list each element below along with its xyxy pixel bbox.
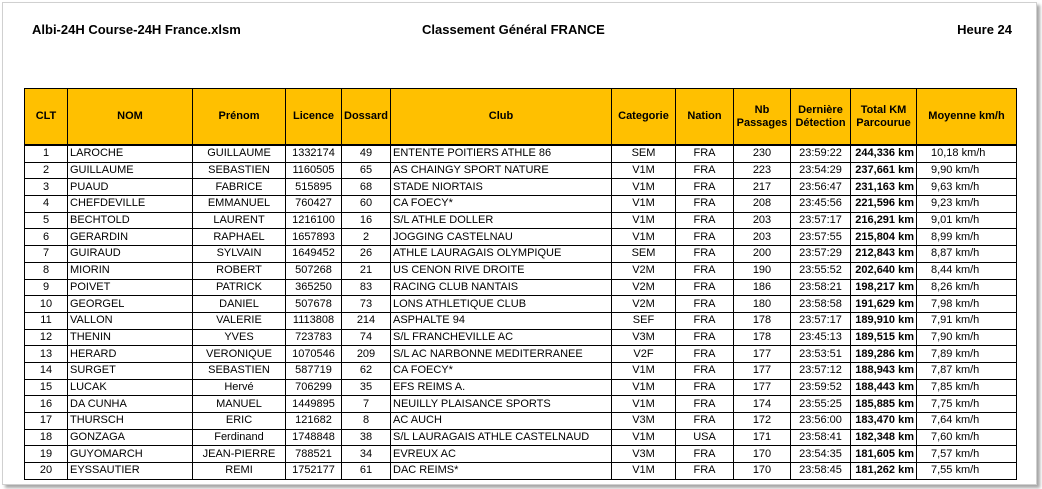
cell-clt: 14 xyxy=(25,362,68,379)
table-row xyxy=(25,279,1017,296)
header-nb-passages: Nb Passages xyxy=(734,89,791,146)
cell-derniere-detection: 23:56:47 xyxy=(791,179,851,196)
cell-licence: 515895 xyxy=(286,179,342,196)
cell-prenom: REMI xyxy=(193,463,286,480)
cell-prenom: LAURENT xyxy=(193,212,286,229)
cell-nb-passages: 177 xyxy=(734,379,791,396)
cell-nb-passages: 230 xyxy=(734,145,791,162)
header-prenom: Prénom xyxy=(193,89,286,146)
cell-moyenne: 9,01 km/h xyxy=(917,212,1017,229)
cell-nom: SURGET xyxy=(68,362,193,379)
cell-derniere-detection: 23:58:58 xyxy=(791,296,851,313)
cell-moyenne: 10,18 km/h xyxy=(917,145,1017,162)
cell-total-km: 181,605 km xyxy=(851,446,917,463)
cell-licence: 121682 xyxy=(286,413,342,430)
cell-total-km: 185,885 km xyxy=(851,396,917,413)
cell-total-km: 216,291 km xyxy=(851,212,917,229)
cell-dossard: 26 xyxy=(342,246,391,263)
cell-dossard: 16 xyxy=(342,212,391,229)
cell-clt: 12 xyxy=(25,329,68,346)
cell-nb-passages: 208 xyxy=(734,196,791,213)
cell-club: S/L LAURAGAIS ATHLE CASTELNAUD xyxy=(391,429,612,446)
cell-nom: BECHTOLD xyxy=(68,212,193,229)
cell-nation: USA xyxy=(676,429,734,446)
cell-club: ATHLE LAURAGAIS OLYMPIQUE xyxy=(391,246,612,263)
cell-prenom: GUILLAUME xyxy=(193,145,286,162)
table-row xyxy=(25,179,1017,196)
cell-prenom: VERONIQUE xyxy=(193,346,286,363)
cell-prenom: SEBASTIEN xyxy=(193,362,286,379)
cell-nb-passages: 172 xyxy=(734,413,791,430)
cell-clt: 7 xyxy=(25,246,68,263)
cell-derniere-detection: 23:57:12 xyxy=(791,362,851,379)
cell-nom: MIORIN xyxy=(68,262,193,279)
cell-nom: CHEFDEVILLE xyxy=(68,196,193,213)
cell-nb-passages: 174 xyxy=(734,396,791,413)
cell-nom: DA CUNHA xyxy=(68,396,193,413)
table-row xyxy=(25,379,1017,396)
cell-dossard: 60 xyxy=(342,196,391,213)
cell-prenom: JEAN-PIERRE xyxy=(193,446,286,463)
cell-nom: LUCAK xyxy=(68,379,193,396)
cell-categorie: V1M xyxy=(612,229,676,246)
header-nom: NOM xyxy=(68,89,193,146)
cell-prenom: ERIC xyxy=(193,413,286,430)
cell-total-km: 181,262 km xyxy=(851,463,917,480)
cell-total-km: 215,804 km xyxy=(851,229,917,246)
cell-categorie: V1M xyxy=(612,463,676,480)
cell-clt: 2 xyxy=(25,162,68,179)
cell-licence: 1113808 xyxy=(286,312,342,329)
cell-categorie: V2M xyxy=(612,262,676,279)
cell-club: AC AUCH xyxy=(391,413,612,430)
cell-derniere-detection: 23:53:51 xyxy=(791,346,851,363)
cell-categorie: V2M xyxy=(612,279,676,296)
cell-nation: FRA xyxy=(676,262,734,279)
cell-moyenne: 9,90 km/h xyxy=(917,162,1017,179)
header-moyenne: Moyenne km/h xyxy=(917,89,1017,146)
cell-clt: 3 xyxy=(25,179,68,196)
cell-derniere-detection: 23:57:55 xyxy=(791,229,851,246)
cell-dossard: 7 xyxy=(342,396,391,413)
cell-club: DAC REIMS* xyxy=(391,463,612,480)
cell-licence: 788521 xyxy=(286,446,342,463)
cell-licence: 760427 xyxy=(286,196,342,213)
cell-prenom: SYLVAIN xyxy=(193,246,286,263)
cell-total-km: 188,943 km xyxy=(851,362,917,379)
cell-nation: FRA xyxy=(676,246,734,263)
cell-prenom: RAPHAEL xyxy=(193,229,286,246)
cell-derniere-detection: 23:58:41 xyxy=(791,429,851,446)
cell-moyenne: 7,91 km/h xyxy=(917,312,1017,329)
cell-licence: 587719 xyxy=(286,362,342,379)
cell-derniere-detection: 23:57:17 xyxy=(791,312,851,329)
cell-moyenne: 7,55 km/h xyxy=(917,463,1017,480)
cell-clt: 10 xyxy=(25,296,68,313)
table-row xyxy=(25,396,1017,413)
cell-licence: 723783 xyxy=(286,329,342,346)
cell-categorie: SEM xyxy=(612,145,676,162)
cell-nation: FRA xyxy=(676,396,734,413)
cell-nation: FRA xyxy=(676,179,734,196)
cell-total-km: 237,661 km xyxy=(851,162,917,179)
cell-nation: FRA xyxy=(676,296,734,313)
cell-licence: 1649452 xyxy=(286,246,342,263)
cell-dossard: 83 xyxy=(342,279,391,296)
cell-moyenne: 7,90 km/h xyxy=(917,329,1017,346)
header-total-km: Total KM Parcourue xyxy=(851,89,917,146)
cell-dossard: 68 xyxy=(342,179,391,196)
header-licence: Licence xyxy=(286,89,342,146)
cell-prenom: ROBERT xyxy=(193,262,286,279)
header-club: Club xyxy=(391,89,612,146)
cell-clt: 17 xyxy=(25,413,68,430)
cell-moyenne: 7,75 km/h xyxy=(917,396,1017,413)
cell-nom: GERARDIN xyxy=(68,229,193,246)
cell-prenom: DANIEL xyxy=(193,296,286,313)
cell-categorie: V3M xyxy=(612,329,676,346)
cell-nation: FRA xyxy=(676,162,734,179)
cell-nation: FRA xyxy=(676,346,734,363)
cell-club: NEUILLY PLAISANCE SPORTS xyxy=(391,396,612,413)
cell-categorie: V1M xyxy=(612,396,676,413)
cell-clt: 19 xyxy=(25,446,68,463)
cell-nation: FRA xyxy=(676,279,734,296)
cell-moyenne: 7,60 km/h xyxy=(917,429,1017,446)
cell-nb-passages: 203 xyxy=(734,229,791,246)
cell-nb-passages: 177 xyxy=(734,346,791,363)
cell-derniere-detection: 23:54:35 xyxy=(791,446,851,463)
results-table xyxy=(24,88,1017,480)
cell-dossard: 73 xyxy=(342,296,391,313)
header-clt: CLT xyxy=(25,89,68,146)
cell-nb-passages: 200 xyxy=(734,246,791,263)
cell-categorie: V3M xyxy=(612,413,676,430)
cell-moyenne: 9,23 km/h xyxy=(917,196,1017,213)
cell-licence: 1748848 xyxy=(286,429,342,446)
cell-nb-passages: 178 xyxy=(734,329,791,346)
cell-club: S/L ATHLE DOLLER xyxy=(391,212,612,229)
cell-derniere-detection: 23:54:29 xyxy=(791,162,851,179)
cell-dossard: 209 xyxy=(342,346,391,363)
cell-clt: 5 xyxy=(25,212,68,229)
cell-categorie: V1M xyxy=(612,429,676,446)
cell-categorie: V1M xyxy=(612,179,676,196)
cell-categorie: V1M xyxy=(612,196,676,213)
cell-nb-passages: 190 xyxy=(734,262,791,279)
cell-licence: 706299 xyxy=(286,379,342,396)
table-row xyxy=(25,162,1017,179)
cell-nation: FRA xyxy=(676,413,734,430)
cell-moyenne: 7,98 km/h xyxy=(917,296,1017,313)
cell-derniere-detection: 23:59:52 xyxy=(791,379,851,396)
table-row xyxy=(25,446,1017,463)
header-dossard: Dossard xyxy=(342,89,391,146)
table-row xyxy=(25,246,1017,263)
cell-club: AS CHAINGY SPORT NATURE xyxy=(391,162,612,179)
cell-licence: 1216100 xyxy=(286,212,342,229)
cell-clt: 1 xyxy=(25,145,68,162)
cell-nation: FRA xyxy=(676,329,734,346)
table-row xyxy=(25,145,1017,162)
cell-total-km: 188,443 km xyxy=(851,379,917,396)
cell-club: S/L AC NARBONNE MEDITERRANEE xyxy=(391,346,612,363)
cell-nb-passages: 203 xyxy=(734,212,791,229)
cell-prenom: FABRICE xyxy=(193,179,286,196)
cell-nom: LAROCHE xyxy=(68,145,193,162)
cell-derniere-detection: 23:56:00 xyxy=(791,413,851,430)
cell-total-km: 244,336 km xyxy=(851,145,917,162)
table-row xyxy=(25,362,1017,379)
cell-club: ASPHALTE 94 xyxy=(391,312,612,329)
cell-dossard: 35 xyxy=(342,379,391,396)
cell-moyenne: 7,64 km/h xyxy=(917,413,1017,430)
cell-nb-passages: 180 xyxy=(734,296,791,313)
cell-licence: 1332174 xyxy=(286,145,342,162)
cell-clt: 13 xyxy=(25,346,68,363)
cell-moyenne: 8,99 km/h xyxy=(917,229,1017,246)
cell-prenom: EMMANUEL xyxy=(193,196,286,213)
cell-nb-passages: 186 xyxy=(734,279,791,296)
cell-clt: 9 xyxy=(25,279,68,296)
cell-licence: 365250 xyxy=(286,279,342,296)
cell-licence: 1449895 xyxy=(286,396,342,413)
cell-nb-passages: 178 xyxy=(734,312,791,329)
cell-nom: HERARD xyxy=(68,346,193,363)
cell-nation: FRA xyxy=(676,463,734,480)
cell-moyenne: 7,89 km/h xyxy=(917,346,1017,363)
cell-total-km: 189,286 km xyxy=(851,346,917,363)
cell-nom: GONZAGA xyxy=(68,429,193,446)
cell-dossard: 65 xyxy=(342,162,391,179)
table-row xyxy=(25,413,1017,430)
cell-nation: FRA xyxy=(676,446,734,463)
cell-nb-passages: 223 xyxy=(734,162,791,179)
file-name: Albi-24H Course-24H France.xlsm xyxy=(32,22,241,37)
cell-club: US CENON RIVE DROITE xyxy=(391,262,612,279)
cell-dossard: 74 xyxy=(342,329,391,346)
cell-derniere-detection: 23:58:45 xyxy=(791,463,851,480)
header-categorie: Categorie xyxy=(612,89,676,146)
cell-dossard: 49 xyxy=(342,145,391,162)
table-row xyxy=(25,429,1017,446)
table-row xyxy=(25,463,1017,480)
header-nation: Nation xyxy=(676,89,734,146)
cell-licence: 1752177 xyxy=(286,463,342,480)
cell-moyenne: 8,26 km/h xyxy=(917,279,1017,296)
cell-categorie: V2M xyxy=(612,296,676,313)
cell-prenom: YVES xyxy=(193,329,286,346)
cell-nb-passages: 171 xyxy=(734,429,791,446)
table-row xyxy=(25,196,1017,213)
cell-total-km: 182,348 km xyxy=(851,429,917,446)
cell-club: EFS REIMS A. xyxy=(391,379,612,396)
cell-categorie: V2F xyxy=(612,346,676,363)
cell-total-km: 212,843 km xyxy=(851,246,917,263)
cell-derniere-detection: 23:45:13 xyxy=(791,329,851,346)
cell-derniere-detection: 23:59:22 xyxy=(791,145,851,162)
cell-nom: PUAUD xyxy=(68,179,193,196)
cell-clt: 6 xyxy=(25,229,68,246)
cell-total-km: 189,910 km xyxy=(851,312,917,329)
table-row xyxy=(25,312,1017,329)
cell-prenom: PATRICK xyxy=(193,279,286,296)
cell-categorie: V3M xyxy=(612,446,676,463)
table-row xyxy=(25,296,1017,313)
cell-licence: 1657893 xyxy=(286,229,342,246)
cell-total-km: 231,163 km xyxy=(851,179,917,196)
cell-nom: THURSCH xyxy=(68,413,193,430)
table-row xyxy=(25,229,1017,246)
table-body xyxy=(25,145,1017,479)
cell-nom: POIVET xyxy=(68,279,193,296)
cell-nation: FRA xyxy=(676,379,734,396)
cell-licence: 507678 xyxy=(286,296,342,313)
cell-prenom: SEBASTIEN xyxy=(193,162,286,179)
cell-club: JOGGING CASTELNAU xyxy=(391,229,612,246)
table-row xyxy=(25,346,1017,363)
cell-moyenne: 8,44 km/h xyxy=(917,262,1017,279)
cell-clt: 8 xyxy=(25,262,68,279)
cell-moyenne: 9,63 km/h xyxy=(917,179,1017,196)
cell-total-km: 191,629 km xyxy=(851,296,917,313)
cell-prenom: MANUEL xyxy=(193,396,286,413)
cell-total-km: 221,596 km xyxy=(851,196,917,213)
cell-club: LONS ATHLETIQUE CLUB xyxy=(391,296,612,313)
cell-nation: FRA xyxy=(676,312,734,329)
cell-nom: GUYOMARCH xyxy=(68,446,193,463)
cell-nation: FRA xyxy=(676,229,734,246)
cell-derniere-detection: 23:57:17 xyxy=(791,212,851,229)
cell-club: RACING CLUB NANTAIS xyxy=(391,279,612,296)
cell-clt: 16 xyxy=(25,396,68,413)
cell-nb-passages: 170 xyxy=(734,463,791,480)
cell-total-km: 198,217 km xyxy=(851,279,917,296)
table-row xyxy=(25,329,1017,346)
cell-club: CA FOECY* xyxy=(391,362,612,379)
cell-dossard: 38 xyxy=(342,429,391,446)
cell-club: STADE NIORTAIS xyxy=(391,179,612,196)
cell-moyenne: 7,57 km/h xyxy=(917,446,1017,463)
cell-club: ENTENTE POITIERS ATHLE 86 xyxy=(391,145,612,162)
cell-club: S/L FRANCHEVILLE AC xyxy=(391,329,612,346)
page-title: Classement Général FRANCE xyxy=(422,22,605,37)
cell-club: EVREUX AC xyxy=(391,446,612,463)
cell-dossard: 21 xyxy=(342,262,391,279)
cell-derniere-detection: 23:57:29 xyxy=(791,246,851,263)
cell-nation: FRA xyxy=(676,362,734,379)
cell-clt: 18 xyxy=(25,429,68,446)
cell-prenom: Ferdinand xyxy=(193,429,286,446)
cell-total-km: 189,515 km xyxy=(851,329,917,346)
cell-moyenne: 7,85 km/h xyxy=(917,379,1017,396)
cell-clt: 20 xyxy=(25,463,68,480)
cell-licence: 1070546 xyxy=(286,346,342,363)
cell-total-km: 183,470 km xyxy=(851,413,917,430)
cell-dossard: 8 xyxy=(342,413,391,430)
cell-nom: VALLON xyxy=(68,312,193,329)
cell-categorie: V1M xyxy=(612,212,676,229)
cell-licence: 1160505 xyxy=(286,162,342,179)
cell-derniere-detection: 23:55:25 xyxy=(791,396,851,413)
table-header-row xyxy=(25,89,1017,146)
cell-nom: GUIRAUD xyxy=(68,246,193,263)
cell-clt: 15 xyxy=(25,379,68,396)
cell-prenom: Hervé xyxy=(193,379,286,396)
cell-clt: 11 xyxy=(25,312,68,329)
cell-dossard: 61 xyxy=(342,463,391,480)
cell-categorie: V1M xyxy=(612,379,676,396)
cell-categorie: V1M xyxy=(612,362,676,379)
table-row xyxy=(25,212,1017,229)
cell-derniere-detection: 23:55:52 xyxy=(791,262,851,279)
cell-nb-passages: 170 xyxy=(734,446,791,463)
cell-categorie: V1M xyxy=(612,162,676,179)
header-derniere-detection: Dernière Détection xyxy=(791,89,851,146)
cell-nom: EYSSAUTIER xyxy=(68,463,193,480)
cell-nation: FRA xyxy=(676,212,734,229)
cell-derniere-detection: 23:45:56 xyxy=(791,196,851,213)
cell-moyenne: 7,87 km/h xyxy=(917,362,1017,379)
cell-dossard: 2 xyxy=(342,229,391,246)
cell-categorie: SEF xyxy=(612,312,676,329)
cell-categorie: SEM xyxy=(612,246,676,263)
cell-nom: THENIN xyxy=(68,329,193,346)
cell-derniere-detection: 23:58:21 xyxy=(791,279,851,296)
cell-total-km: 202,640 km xyxy=(851,262,917,279)
cell-nb-passages: 217 xyxy=(734,179,791,196)
cell-dossard: 214 xyxy=(342,312,391,329)
cell-dossard: 62 xyxy=(342,362,391,379)
cell-prenom: VALERIE xyxy=(193,312,286,329)
cell-moyenne: 8,87 km/h xyxy=(917,246,1017,263)
cell-clt: 4 xyxy=(25,196,68,213)
cell-nom: GEORGEL xyxy=(68,296,193,313)
cell-club: CA FOECY* xyxy=(391,196,612,213)
cell-nom: GUILLAUME xyxy=(68,162,193,179)
cell-nation: FRA xyxy=(676,145,734,162)
cell-nb-passages: 177 xyxy=(734,362,791,379)
cell-dossard: 34 xyxy=(342,446,391,463)
cell-licence: 507268 xyxy=(286,262,342,279)
cell-nation: FRA xyxy=(676,196,734,213)
hour-label: Heure 24 xyxy=(957,22,1012,37)
table-row xyxy=(25,262,1017,279)
